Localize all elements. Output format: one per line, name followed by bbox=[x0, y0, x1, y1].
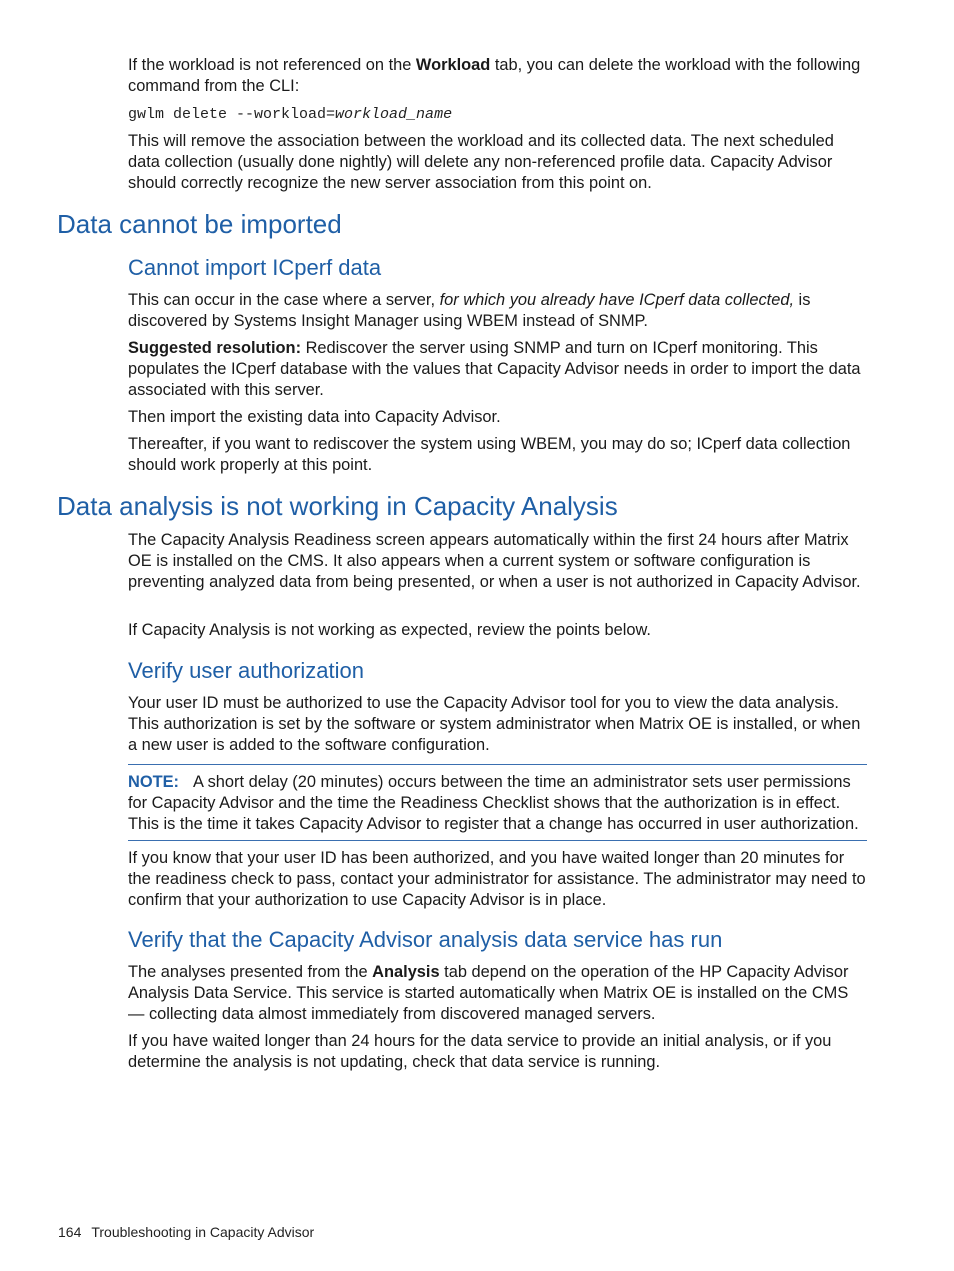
text: Rediscover the server using SNMP and turn on ICperf monitoring. This populates the ICperf database with the values that Capacity Advisor needs in order to import the data associated with this server. bbox=[128, 339, 861, 399]
analysis-paragraph-1: The Capacity Analysis Readiness screen appears automatically within the first 24 hours after Matrix OE is installed on the CMS. It also appears when a current system or software configuration is preventing analyzed data from being presented, or when a user is not authorized in Capacity Advisor. bbox=[128, 531, 861, 591]
note-top-rule bbox=[128, 764, 867, 765]
italic-text: for which you already have ICperf data collected, bbox=[439, 291, 794, 309]
command-text: gwlm delete --workload= bbox=[128, 106, 336, 123]
note-bottom-rule bbox=[128, 840, 867, 841]
suggested-resolution-paragraph bbox=[128, 338, 868, 401]
data-service-paragraph-1 bbox=[128, 962, 868, 1025]
command-argument: workload_name bbox=[335, 106, 453, 123]
subsection-heading-verify-data-service: Verify that the Capacity Advisor analysis data service has run bbox=[128, 927, 723, 952]
cli-command bbox=[128, 105, 452, 125]
section-heading-data-analysis: Data analysis is not working in Capacity Analysis bbox=[57, 491, 618, 521]
bold-label-suggested-resolution: Suggested resolution: bbox=[128, 339, 302, 357]
text: tab, you can delete the workload with the following command from the CLI: bbox=[128, 56, 861, 95]
intro-paragraph-1 bbox=[128, 55, 868, 97]
note-label: NOTE: bbox=[128, 773, 179, 791]
text: If the workload is not referenced on the bbox=[128, 56, 416, 74]
icperf-paragraph-3: Then import the existing data into Capacity Advisor. bbox=[128, 408, 501, 426]
section-heading-data-cannot-be-imported: Data cannot be imported bbox=[57, 209, 342, 239]
text: tab depend on the operation of the HP Capacity Advisor Analysis Data Service. This service is started automatically when Matrix OE is installed on the CMS — collecting data almost immediately from discovered managed servers. bbox=[128, 963, 849, 1023]
text: The analyses presented from the bbox=[128, 963, 373, 981]
subsection-heading-cannot-import-icperf: Cannot import ICperf data bbox=[128, 255, 382, 280]
intro-paragraph-2: This will remove the association between the workload and its collected data. The next scheduled data collection (usually done nightly) will delete any non-referenced profile data. Capacity Advisor should correctly recognize the new server association from this point on. bbox=[128, 132, 834, 192]
note-box bbox=[128, 772, 868, 835]
data-service-paragraph-2: If you have waited longer than 24 hours for the data service to provide an initial analysis, or if you determine the analysis is not updating, check that data service is running. bbox=[128, 1032, 832, 1071]
bold-term-analysis: Analysis bbox=[372, 963, 440, 981]
analysis-paragraph-2: If Capacity Analysis is not working as expected, review the points below. bbox=[128, 621, 651, 639]
authorization-paragraph-2: If you know that your user ID has been authorized, and you have waited longer than 20 minutes for the readiness check to pass, contact your administrator for assistance. The administrator may need to confirm that your authorization to use Capacity Advisor is in place. bbox=[128, 849, 866, 909]
icperf-paragraph-1 bbox=[128, 290, 868, 332]
page-footer bbox=[58, 1223, 314, 1241]
bold-term-workload: Workload bbox=[415, 56, 491, 74]
authorization-paragraph-1: Your user ID must be authorized to use the Capacity Advisor tool for you to view the data analysis. This authorization is set by the software or system administrator when Matrix OE is installed, or when a new user is added to the software configuration. bbox=[128, 694, 861, 754]
subsection-heading-verify-user-authorization: Verify user authorization bbox=[128, 658, 365, 683]
note-text: A short delay (20 minutes) occurs between the time an administrator sets user permissions for Capacity Advisor and the time the Readiness Checklist shows that the authorization is in effect. This is the time it takes Capacity Advisor to register that a change has occurred in user authorization. bbox=[128, 773, 859, 833]
chapter-title: Troubleshooting in Capacity Advisor bbox=[91, 1224, 315, 1240]
text: This can occur in the case where a server, bbox=[128, 291, 440, 309]
icperf-paragraph-4: Thereafter, if you want to rediscover the system using WBEM, you may do so; ICperf data collection should work properly at this point. bbox=[128, 435, 851, 474]
page-number: 164 bbox=[58, 1224, 82, 1240]
text: is discovered by Systems Insight Manager using WBEM instead of SNMP. bbox=[128, 291, 811, 330]
